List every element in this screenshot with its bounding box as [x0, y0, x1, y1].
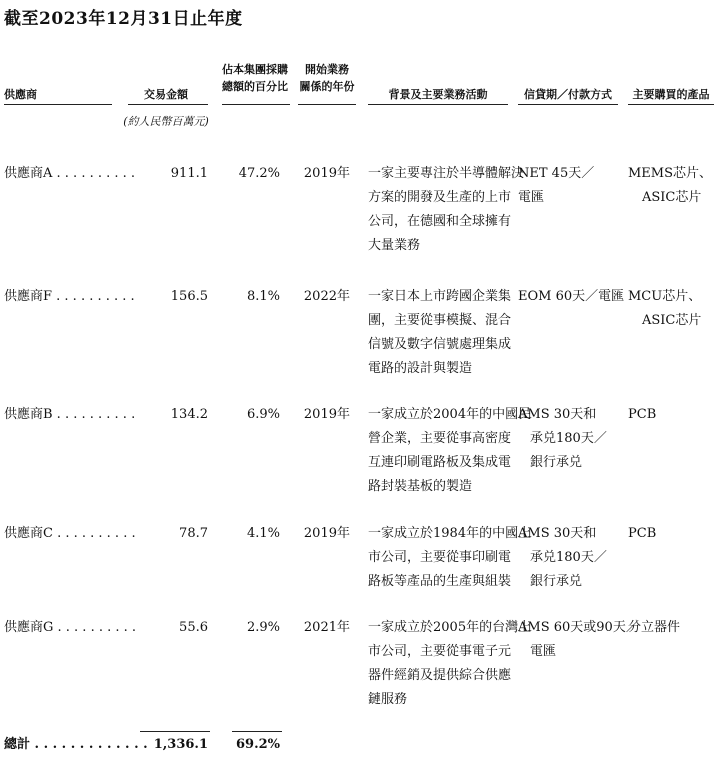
credit-terms: [518, 285, 624, 309]
background-text: [368, 522, 531, 594]
product-line: ASIC芯片: [642, 190, 702, 205]
share-value: 6.9%: [246, 407, 280, 422]
credit-line: 銀行承兑: [530, 455, 583, 470]
background-line: 路板等產品的生產與組裝: [368, 574, 512, 589]
credit-terms: [518, 162, 594, 210]
start-year: 2019年: [303, 407, 350, 422]
supplier-name: 供應商A . . . . . . . . . .: [4, 166, 136, 181]
total-share: 69.2%: [235, 737, 280, 752]
credit-line: 電匯: [518, 190, 545, 205]
products-text: [628, 616, 680, 640]
credit-terms: [518, 616, 639, 664]
header-start-line2: 關係的年份: [299, 80, 355, 93]
header-amount: 交易金額: [144, 88, 188, 101]
header-rule-share: [222, 104, 290, 105]
start-year: 2022年: [303, 289, 350, 304]
credit-line: 銀行承兑: [530, 574, 583, 589]
total-label: 總計 . . . . . . . . . . . . .: [4, 737, 148, 752]
unit-note: (約人民幣百萬元): [123, 115, 209, 128]
header-start-line1: 開始業務: [305, 63, 349, 76]
background-line: 一家日本上市跨國企業集: [368, 289, 512, 304]
start-year: 2021年: [303, 620, 350, 635]
credit-line: 電匯: [530, 644, 557, 659]
background-line: 一家主要專注於半導體解決: [368, 166, 525, 181]
amount-value: 911.1: [170, 166, 208, 181]
header-share-line1: 佔本集團採購: [222, 63, 288, 76]
product-line: ASIC芯片: [642, 313, 702, 328]
share-value: 2.9%: [246, 620, 280, 635]
background-line: 器件經銷及提供綜合供應: [368, 668, 512, 683]
header-share-line2: 總額的百分比: [222, 80, 288, 93]
background-text: [368, 162, 524, 258]
share-value: 8.1%: [246, 289, 280, 304]
product-line: PCB: [628, 526, 657, 541]
background-line: 路封裝基板的製造: [368, 479, 473, 494]
background-line: 方案的開發及生產的上市: [368, 190, 512, 205]
header-products: 主要購買的產品: [632, 88, 710, 101]
header-rule-credit: [518, 104, 618, 105]
total-rule-share-top: [232, 731, 282, 732]
amount-value: 78.7: [179, 526, 208, 541]
header-rule-supplier: [4, 104, 112, 105]
product-line: MCU芯片、: [628, 289, 702, 304]
background-line: 電路的設計與製造: [368, 361, 473, 376]
share-value: 4.1%: [246, 526, 280, 541]
background-line: 大量業務: [368, 238, 421, 253]
background-line: 信號及數字信號處理集成: [368, 337, 512, 352]
products-text: [628, 285, 701, 333]
supplier-name: 供應商F . . . . . . . . . .: [4, 289, 135, 304]
background-text: [368, 616, 531, 712]
amount-value: 134.2: [170, 407, 208, 422]
header-supplier: 供應商: [4, 88, 37, 101]
background-line: 一家成立於2004年的中國民: [368, 407, 532, 422]
header-rule-start: [298, 104, 356, 105]
header-rule-background: [368, 104, 508, 105]
page-title: 截至2023年12月31日止年度: [4, 9, 243, 29]
amount-value: 156.5: [170, 289, 208, 304]
header-background: 背景及主要業務活動: [388, 88, 488, 101]
supplier-name: 供應商B . . . . . . . . . .: [4, 407, 136, 422]
background-line: 一家成立於2005年的台灣上: [368, 620, 532, 635]
products-text: [628, 162, 712, 210]
supplier-name: 供應商C . . . . . . . . . .: [4, 526, 136, 541]
product-line: PCB: [628, 407, 657, 422]
header-rule-products: [628, 104, 714, 105]
products-text: [628, 522, 656, 546]
credit-line: EOM 60天／電匯: [518, 289, 625, 304]
background-line: 營企業，主要從事高密度: [368, 431, 512, 446]
background-text: [368, 403, 531, 499]
products-text: [628, 403, 656, 427]
amount-value: 55.6: [179, 620, 208, 635]
background-line: 公司，在德國和全球擁有: [368, 214, 512, 229]
header-credit: 信貸期／付款方式: [524, 88, 612, 101]
credit-terms: [518, 403, 607, 475]
background-line: 鏈服務: [368, 692, 408, 707]
header-rule-amount: [128, 104, 208, 105]
total-rule-amount-top: [140, 731, 210, 732]
background-text: [368, 285, 511, 381]
supplier-name: 供應商G . . . . . . . . . .: [4, 620, 137, 635]
credit-line: 承兑180天／: [530, 550, 607, 565]
credit-line: AMS 30天和: [518, 526, 597, 541]
background-line: 團，主要從事模擬、混合: [368, 313, 512, 328]
product-line: MEMS芯片、: [628, 166, 713, 181]
share-value: 47.2%: [238, 166, 280, 181]
credit-line: 承兑180天／: [530, 431, 607, 446]
credit-line: AMS 30天和: [518, 407, 597, 422]
background-line: 一家成立於1984年的中國上: [368, 526, 532, 541]
credit-line: AMS 60天或90天／: [518, 620, 639, 635]
total-amount: 1,336.1: [153, 737, 208, 752]
start-year: 2019年: [303, 526, 350, 541]
background-line: 互連印刷電路板及集成電: [368, 455, 512, 470]
background-line: 市公司，主要從事電子元: [368, 644, 512, 659]
start-year: 2019年: [303, 166, 350, 181]
product-line: 分立器件: [628, 620, 681, 635]
credit-line: NET 45天／: [518, 166, 595, 181]
credit-terms: [518, 522, 607, 594]
background-line: 市公司，主要從事印刷電: [368, 550, 512, 565]
